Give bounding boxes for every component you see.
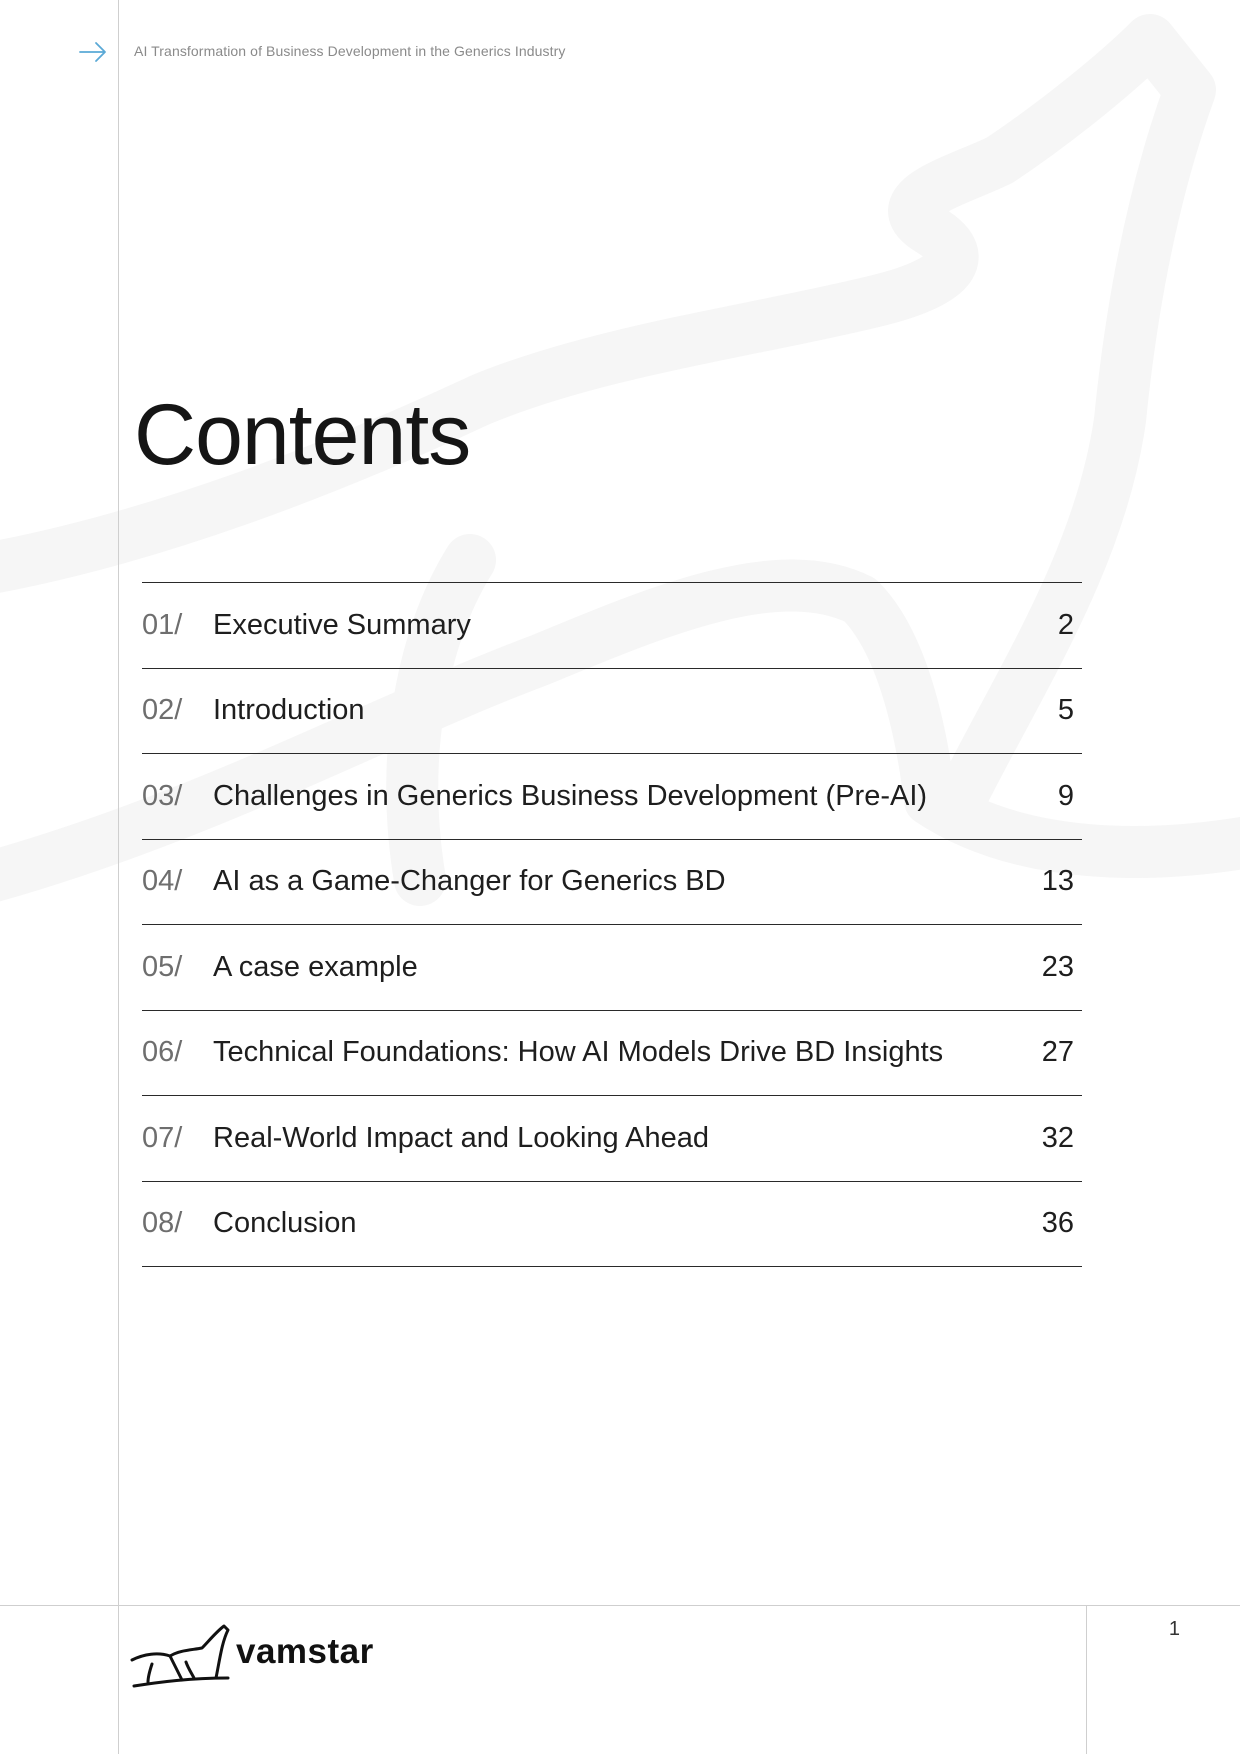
toc-row[interactable] — [142, 840, 1082, 926]
logo-wordmark: vamstar — [236, 1632, 374, 1671]
toc-row[interactable] — [142, 669, 1082, 755]
toc-label: Executive Summary — [213, 608, 471, 641]
toc-label: AI as a Game-Changer for Generics BD — [213, 865, 726, 898]
toc-page-number: 9 — [1057, 779, 1074, 812]
toc-row[interactable] — [142, 583, 1082, 669]
toc-page-number: 5 — [1057, 694, 1074, 727]
left-margin-rule — [118, 0, 119, 1754]
toc-number: 01/ — [142, 608, 183, 641]
toc-page-number: 23 — [1041, 950, 1074, 983]
toc-page-number: 32 — [1041, 1121, 1074, 1154]
toc-label: Introduction — [213, 694, 365, 727]
running-title: AI Transformation of Business Development in the Generics Industry — [134, 43, 566, 59]
toc-row[interactable] — [142, 1096, 1082, 1182]
toc-page-number: 36 — [1041, 1207, 1074, 1240]
toc-page-number: 27 — [1041, 1036, 1074, 1069]
toc-number: 07/ — [142, 1121, 183, 1154]
page-number: 1 — [1168, 1618, 1180, 1640]
toc-number: 02/ — [142, 694, 183, 727]
toc-row[interactable] — [142, 1011, 1082, 1097]
toc-label: Real-World Impact and Looking Ahead — [213, 1121, 709, 1154]
toc-label: Challenges in Generics Business Development (Pre-AI) — [213, 779, 928, 812]
toc-row[interactable] — [142, 1182, 1082, 1268]
footer-divider — [1086, 1605, 1087, 1754]
vamstar-logo — [128, 1612, 386, 1692]
table-of-contents — [142, 582, 1082, 1267]
page-title: Contents — [134, 387, 471, 483]
footer-rule — [0, 1605, 1240, 1606]
toc-label: Technical Foundations: How AI Models Drive BD Insights — [213, 1036, 944, 1069]
arrow-right-icon — [78, 40, 108, 64]
toc-number: 08/ — [142, 1207, 183, 1240]
toc-label: A case example — [213, 950, 418, 983]
toc-number: 04/ — [142, 865, 183, 898]
wolf-logo-icon — [130, 1618, 232, 1690]
toc-label: Conclusion — [213, 1207, 357, 1240]
toc-page-number: 2 — [1057, 608, 1074, 641]
toc-number: 03/ — [142, 779, 183, 812]
toc-row[interactable] — [142, 754, 1082, 840]
toc-number: 05/ — [142, 950, 183, 983]
toc-row[interactable] — [142, 925, 1082, 1011]
toc-number: 06/ — [142, 1036, 183, 1069]
toc-page-number: 13 — [1041, 865, 1074, 898]
running-header — [0, 36, 1240, 68]
